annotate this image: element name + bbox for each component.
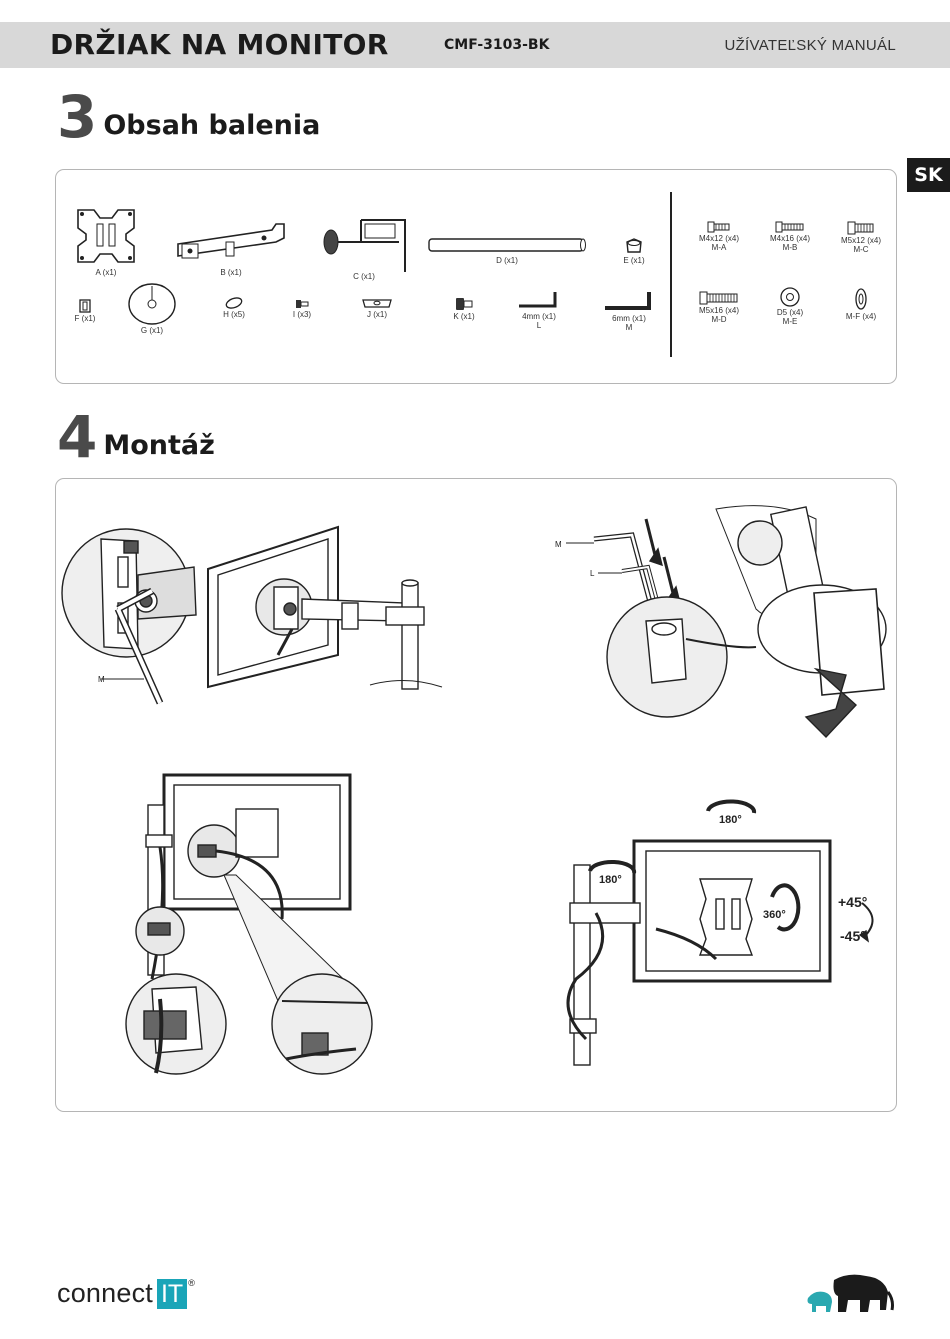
- section-title: Montáž: [103, 430, 215, 461]
- hardware-m-b: [759, 220, 821, 252]
- part-h: [212, 296, 256, 319]
- header-bar: [0, 22, 950, 68]
- hardware-m-a: [688, 220, 750, 252]
- part-b: [171, 214, 291, 277]
- part-label: E (x1): [623, 256, 645, 265]
- hardware-label: M5x12 (x4): [840, 236, 881, 245]
- hardware-m-d: [688, 290, 750, 324]
- part-m: [598, 290, 660, 332]
- package-contents-panel: [55, 169, 897, 384]
- tilt-down-label: -45°: [840, 928, 866, 944]
- section-heading-assembly: [57, 403, 215, 471]
- screw-icon: [774, 220, 806, 234]
- brand-logo: [57, 1278, 195, 1309]
- part-label: 4mm (x1): [522, 312, 556, 321]
- part-f: [68, 298, 102, 323]
- part-c: [318, 214, 410, 281]
- assembly-illustrations: [56, 479, 898, 1113]
- section-number: 4: [57, 403, 98, 471]
- brand-it-badge: IT: [157, 1279, 187, 1309]
- step4-figure: [568, 801, 873, 1065]
- hardware-sublabel: M-B: [782, 243, 798, 252]
- lock-plate-icon: [360, 296, 394, 310]
- registered-mark: ®: [188, 1278, 195, 1288]
- hardware-label: M4x12 (x4): [698, 234, 739, 243]
- part-k: [442, 296, 486, 321]
- part-label: D (x1): [496, 256, 518, 265]
- hardware-sublabel: M-C: [853, 245, 869, 254]
- hardware-sublabel: M-A: [711, 243, 727, 252]
- divider-line: [56, 170, 898, 385]
- section-title: Obsah balenia: [103, 110, 321, 141]
- screw-icon: [706, 220, 732, 234]
- screw-icon: [846, 220, 876, 236]
- callout-m: M: [98, 675, 105, 684]
- section-number: 3: [57, 83, 98, 151]
- allen-key-4mm-icon: [517, 290, 561, 312]
- part-i: [282, 298, 322, 319]
- part-label: I (x3): [292, 310, 312, 319]
- step2-figure: [566, 506, 886, 737]
- step3-figure: [126, 775, 372, 1074]
- part-sublabel: M: [625, 323, 633, 332]
- screw-icon: [698, 290, 740, 306]
- hardware-sublabel: M-E: [782, 317, 798, 326]
- rotate-180-left-label: 180°: [599, 874, 622, 886]
- rotate-180-top-label: 180°: [719, 814, 742, 826]
- vesa-plate-icon: [72, 204, 140, 268]
- part-e: [612, 238, 656, 265]
- part-label: B (x1): [220, 268, 242, 277]
- hardware-label: M5x16 (x4): [698, 306, 739, 315]
- washer-ring-icon: [224, 296, 244, 310]
- part-j: [350, 296, 404, 319]
- part-label: G (x1): [140, 326, 164, 335]
- part-label: J (x1): [367, 310, 387, 319]
- assembly-panel: [55, 478, 897, 1112]
- part-a: [70, 204, 142, 277]
- part-l: [508, 290, 570, 330]
- hardware-m-e: [759, 286, 821, 326]
- part-d: [426, 236, 588, 265]
- language-tab: SK: [907, 158, 950, 192]
- part-label: H (x5): [223, 310, 245, 319]
- hardware-label: M4x16 (x4): [769, 234, 810, 243]
- pole-icon: [427, 236, 587, 256]
- part-label: F (x1): [74, 314, 96, 323]
- washer-icon: [778, 286, 802, 308]
- hardware-sublabel: M-D: [711, 315, 727, 324]
- small-screw-icon: [294, 298, 310, 310]
- part-label: 6mm (x1): [612, 314, 646, 323]
- section-heading-contents: [57, 83, 321, 151]
- document-title: DRŽIAK NA MONITOR: [50, 28, 389, 61]
- part-label: C (x1): [353, 272, 375, 281]
- callout-m-key: M: [555, 540, 562, 549]
- model-number: CMF-3103-BK: [444, 37, 550, 53]
- part-g: [126, 282, 178, 335]
- part-sublabel: L: [536, 321, 542, 330]
- arm-icon: [172, 214, 290, 268]
- elephant-mascot-icon: [804, 1270, 896, 1316]
- allen-key-6mm-icon: [603, 290, 655, 314]
- brand-word: connect: [57, 1278, 153, 1308]
- swivel-360-label: 360°: [763, 909, 786, 921]
- hardware-label: D5 (x4): [776, 308, 804, 317]
- cap-icon: [624, 238, 644, 256]
- manual-label: UŽÍVATEĽSKÝ MANUÁL: [724, 37, 896, 54]
- spacer-icon: [852, 286, 870, 312]
- base-plate-icon: [127, 282, 177, 326]
- hardware-m-f: [830, 286, 892, 321]
- hardware-m-c: [830, 220, 892, 254]
- step1-figure: [62, 527, 442, 703]
- part-label: A (x1): [95, 268, 117, 277]
- cable-clip-icon: [77, 298, 93, 314]
- tilt-up-label: +45°: [838, 894, 868, 910]
- hardware-label: M-F (x4): [845, 312, 877, 321]
- desk-clamp-icon: [319, 214, 409, 272]
- callout-l-key: L: [590, 569, 595, 578]
- part-label: K (x1): [453, 312, 475, 321]
- knob-screw-icon: [454, 296, 474, 312]
